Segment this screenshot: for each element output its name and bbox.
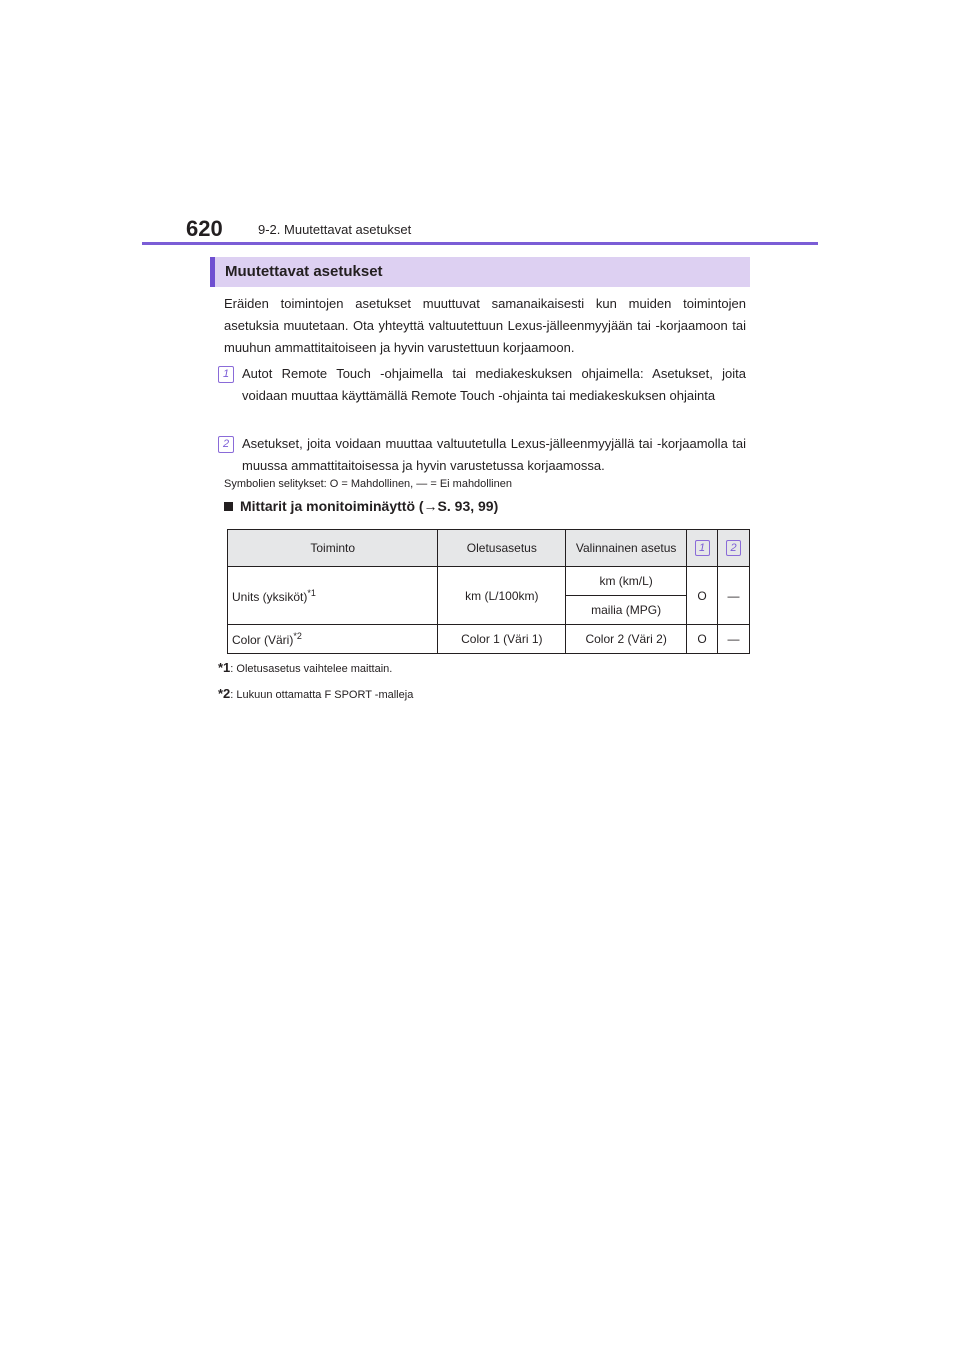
legend-item-text: Asetukset, joita voidaan muuttaa valtuutetulla Lexus-jälleenmyyjällä tai -korjaamolla tai muussa ammattitaitoisessa ja hyvin varustetussa korjaamossa. — [242, 436, 746, 473]
number-1-icon: 1 — [218, 366, 234, 383]
footnote-1: *1: Oletusasetus vaihtelee maittain. — [218, 660, 393, 675]
option-cell: mailia (MPG) — [566, 596, 687, 625]
table-row — [228, 625, 750, 654]
footnote-2: *2: Lukuun ottamatta F SPORT -malleja — [218, 686, 414, 701]
subsection-heading — [224, 498, 498, 514]
number-2-icon: 2 — [726, 540, 741, 556]
table-row — [228, 567, 750, 596]
section-heading-bar — [210, 257, 750, 287]
option-cell: km (km/L) — [566, 567, 687, 596]
col-1-cell: O — [687, 567, 718, 625]
function-cell: Color (Väri)$^{*2}$ — [228, 625, 438, 654]
legend-item-1 — [218, 363, 746, 407]
chapter-title: 9-2. Muutettavat asetukset — [258, 222, 412, 237]
header-optional: Valinnainen asetus — [566, 530, 687, 567]
intro-paragraph: Eräiden toimintojen asetukset muuttuvat samanaikaisesti kun muiden toimintojen asetuksia muutetaan. Ota yhteyttä valtuutettuun Lexus-jälleenmyyjään tai -korjaamoon tai muuhun ammattitaitoiseen ja hyvin varustettuun korjaamoon. — [224, 296, 746, 355]
header-divider — [142, 242, 818, 245]
settings-table — [227, 529, 750, 654]
header-col-1 — [687, 530, 718, 567]
option-cell: Color 2 (Väri 2) — [566, 625, 687, 654]
subsection-title: Mittarit ja monitoiminäyttö (→S. 93, 99) — [240, 498, 499, 514]
col-2-cell: — — [718, 625, 750, 654]
header-function: Toiminto — [228, 530, 438, 567]
number-1-icon: 1 — [695, 540, 710, 556]
symbol-explanation: Symbolien selitykset: O = Mahdollinen, — = Ei mahdollinen — [224, 478, 512, 490]
square-bullet-icon — [224, 502, 233, 511]
page-number: 620 — [186, 216, 223, 241]
header-default: Oletusasetus — [438, 530, 566, 567]
section-title: Muutettavat asetukset — [225, 263, 383, 280]
page-header — [142, 214, 818, 246]
header-col-2 — [718, 530, 750, 567]
default-cell: Color 1 (Väri 1) — [438, 625, 566, 654]
number-2-icon: 2 — [218, 436, 234, 453]
function-cell: Units (yksiköt)$^{*1}$ — [228, 567, 438, 625]
legend-item-text: Autot Remote Touch -ohjaimella tai mediakeskuksen ohjaimella: Asetukset, joita voidaan muuttaa käyttämällä Remote Touch -ohjainta tai mediakeskuksen ohjainta — [242, 366, 746, 403]
table-header-row — [228, 530, 750, 567]
col-2-cell: — — [718, 567, 750, 625]
col-1-cell: O — [687, 625, 718, 654]
legend-item-2 — [218, 433, 746, 477]
default-cell: km (L/100km) — [438, 567, 566, 625]
